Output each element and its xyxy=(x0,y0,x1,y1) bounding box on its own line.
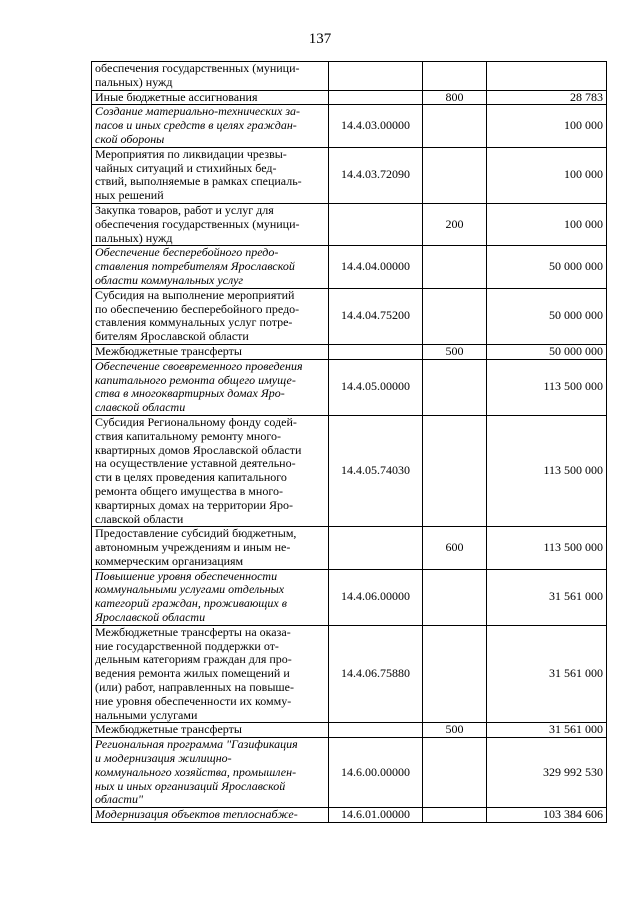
row-type-cell xyxy=(423,738,487,808)
row-code-cell xyxy=(329,62,423,91)
row-code-cell: 14.4.06.75880 xyxy=(329,625,423,723)
row-amount-cell: 100 000 xyxy=(487,203,607,245)
table-row xyxy=(92,62,607,91)
table-row xyxy=(92,203,607,245)
row-name-cell: Обеспечение своевременного проведения капитального ремонта общего имуще- ства в многоквартирных домах Яро- славской области xyxy=(92,359,329,415)
row-type-cell xyxy=(423,246,487,288)
budget-table-body xyxy=(92,62,607,823)
row-name-cell: Иные бюджетные ассигнования xyxy=(92,90,329,105)
table-row xyxy=(92,359,607,415)
row-type-cell xyxy=(423,147,487,203)
table-row xyxy=(92,625,607,723)
row-type-cell xyxy=(423,808,487,823)
table-row xyxy=(92,246,607,288)
row-name-cell: Обеспечение бесперебойного предо- ставления потребителям Ярославской области коммунальных услуг xyxy=(92,246,329,288)
row-code-cell xyxy=(329,344,423,359)
table-row xyxy=(92,415,607,526)
row-code-cell xyxy=(329,723,423,738)
row-amount-cell: 113 500 000 xyxy=(487,527,607,569)
row-name-cell: Повышение уровня обеспеченности коммунальными услугами отдельных категорий граждан, проживающих в Ярославской области xyxy=(92,569,329,625)
row-type-cell xyxy=(423,625,487,723)
row-name-cell: Межбюджетные трансферты на оказа- ние государственной поддержки от- дельным категориям граждан для про- ведения ремонта жилых помещений и (или) работ, направленных на повыше- ние уровня обеспеченности их комму- нальными услугами xyxy=(92,625,329,723)
row-amount-cell: 50 000 000 xyxy=(487,246,607,288)
table-row xyxy=(92,527,607,569)
row-type-cell xyxy=(423,62,487,91)
row-name-cell: Создание материально-технических за- пасов и иных средств в целях граждан- ской обороны xyxy=(92,105,329,147)
budget-table xyxy=(91,61,607,823)
table-row xyxy=(92,105,607,147)
row-name-cell: Предоставление субсидий бюджетным, автономным учреждениям и иным не- коммерческим организациям xyxy=(92,527,329,569)
row-code-cell: 14.4.05.74030 xyxy=(329,415,423,526)
row-amount-cell: 50 000 000 xyxy=(487,344,607,359)
row-name-cell: Закупка товаров, работ и услуг для обеспечения государственных (муници- пальных) нужд xyxy=(92,203,329,245)
table-row xyxy=(92,90,607,105)
table-row xyxy=(92,344,607,359)
table-row xyxy=(92,723,607,738)
page-number: 137 xyxy=(308,31,332,47)
row-name-cell: Межбюджетные трансферты xyxy=(92,344,329,359)
table-row xyxy=(92,808,607,823)
row-amount-cell: 31 561 000 xyxy=(487,569,607,625)
row-code-cell: 14.4.04.75200 xyxy=(329,288,423,344)
row-amount-cell: 31 561 000 xyxy=(487,625,607,723)
row-type-cell xyxy=(423,105,487,147)
row-code-cell: 14.6.00.00000 xyxy=(329,738,423,808)
row-name-cell: Субсидия на выполнение мероприятий по обеспечению бесперебойного предо- ставления коммунальных услуг потре- бителям Ярославской области xyxy=(92,288,329,344)
row-code-cell: 14.4.04.00000 xyxy=(329,246,423,288)
row-type-cell xyxy=(423,288,487,344)
row-amount-cell: 113 500 000 xyxy=(487,415,607,526)
row-amount-cell: 329 992 530 xyxy=(487,738,607,808)
row-name-cell: Межбюджетные трансферты xyxy=(92,723,329,738)
row-type-cell: 600 xyxy=(423,527,487,569)
row-name-cell: Модернизация объектов теплоснабже- xyxy=(92,808,329,823)
row-code-cell xyxy=(329,90,423,105)
row-name-cell: Субсидия Региональному фонду содей- ствия капитальному ремонту много- квартирных домов Ярославской области на осуществление уставной деятельно- сти в целях проведения капитального ремонта общего имущества в много- квартирных домах на территории Яро- славской области xyxy=(92,415,329,526)
row-name-cell: обеспечения государственных (муници- пальных) нужд xyxy=(92,62,329,91)
row-code-cell: 14.6.01.00000 xyxy=(329,808,423,823)
row-amount-cell: 50 000 000 xyxy=(487,288,607,344)
row-type-cell xyxy=(423,359,487,415)
row-amount-cell: 31 561 000 xyxy=(487,723,607,738)
row-type-cell: 800 xyxy=(423,90,487,105)
row-code-cell xyxy=(329,203,423,245)
row-type-cell xyxy=(423,415,487,526)
row-amount-cell: 100 000 xyxy=(487,147,607,203)
row-type-cell: 500 xyxy=(423,344,487,359)
row-type-cell: 200 xyxy=(423,203,487,245)
row-code-cell xyxy=(329,527,423,569)
table-row xyxy=(92,738,607,808)
row-amount-cell: 103 384 606 xyxy=(487,808,607,823)
row-amount-cell: 28 783 xyxy=(487,90,607,105)
row-type-cell: 500 xyxy=(423,723,487,738)
row-code-cell: 14.4.03.72090 xyxy=(329,147,423,203)
row-amount-cell xyxy=(487,62,607,91)
row-amount-cell: 100 000 xyxy=(487,105,607,147)
row-code-cell: 14.4.06.00000 xyxy=(329,569,423,625)
table-row xyxy=(92,288,607,344)
table-row xyxy=(92,569,607,625)
row-name-cell: Мероприятия по ликвидации чрезвы- чайных ситуаций и стихийных бед- ствий, выполняемые в рамках специаль- ных решений xyxy=(92,147,329,203)
row-name-cell: Региональная программа "Газификация и модернизация жилищно- коммунального хозяйства, промышлен- ных и иных организаций Ярославской области" xyxy=(92,738,329,808)
row-code-cell: 14.4.03.00000 xyxy=(329,105,423,147)
table-row xyxy=(92,147,607,203)
row-code-cell: 14.4.05.00000 xyxy=(329,359,423,415)
row-amount-cell: 113 500 000 xyxy=(487,359,607,415)
row-type-cell xyxy=(423,569,487,625)
